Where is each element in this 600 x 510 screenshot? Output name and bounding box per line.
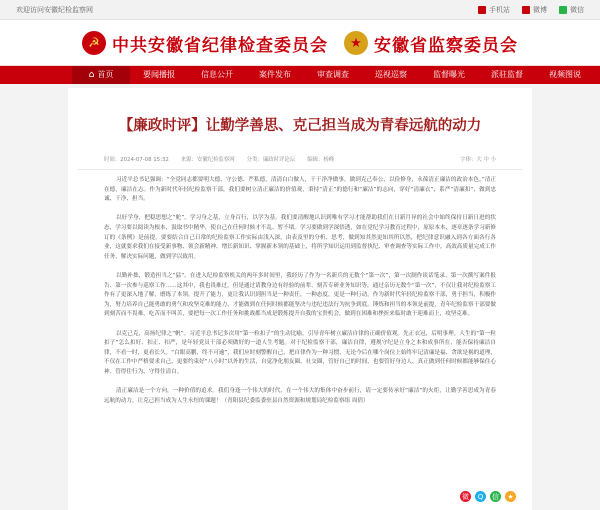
welcome-text: 欢迎访问安徽纪检监察网 [16,5,93,14]
article-title: 【廉政时评】让勤学善思、克己担当成为青春远航的动力 [118,117,482,134]
meta-source: 来源：安徽纪检监察网 [180,157,235,163]
mobile-site-link[interactable] [478,5,510,15]
paragraph: 习近平总书记强调：“全党同志都要明大德、守公德、严私德，清清白白做人，干干净净做事，做到克己奉公、以俭修身，永葆清正廉洁的政治本色。”清正在德，廉洁在志。作为新时代年轻纪检监察干部，我们要树立清正廉洁的价值观，秉持“清正”的德行和“廉洁”的志向，穿好“清廉衣”，系严“清廉扣”，做到忠诚、干净、担当。 [104,177,496,203]
meta-category: 分类：廉政时评论坛 [246,157,296,163]
weibo-link[interactable] [522,5,547,15]
supervision-brand[interactable] [344,31,518,56]
nav-cases[interactable]: 案件发布 [259,70,291,79]
wechat-label: 微信 [570,5,584,14]
nav-video[interactable]: 视频图说 [549,70,581,79]
wechat-link[interactable] [559,5,584,15]
nav-inspection[interactable]: 巡视巡察 [375,70,407,79]
article-meta [78,155,522,170]
paragraph: 以勤补拙，锻造担当之“猛”。在进入纪检监察机关的两年多时间里，我经历了作为一名新兵的无数个“第一次”，第一次制作谈话笔录、第一次撰写案件报告、第一次参与巡察工作……这其中，我也畏难过，但是通过请教身边有经验的前辈、刻苦专研业务知识等，通过亲历无数个“第一次”，不仅让我对纪检监察工作有了更深入地了解，磨练了本领，提升了能力，更让我认识到担当是一种责任，一种态度，更是一种行动。作为新时代年轻纪检监察干部，勇于担当，积极作为，努力培养自己能勇敢的勇气和攻坚克难的能力，才能做到在任何时候都能坚决与违纪违法行为抗争到底。锤炼和担当的本领是前提，青年纪检监察干部要做到刻苦而不畏难，吃苦而不叫苦，要把每一次工作任务和挑战都当成是锻炼提升自我的宝贵机会，做到在困难和挫折来临时敢于迎难而上，攻坚克难。 [104,272,496,318]
qzone-share-icon[interactable]: ★ [505,491,516,502]
meta-editor: 编辑：杨峰 [307,157,335,163]
weibo-label: 微博 [533,5,547,14]
top-tools [478,5,584,15]
nav-stationed[interactable]: 派驻监督 [491,70,523,79]
party-emblem-icon: ☭ [82,31,106,55]
phone-icon [478,6,486,14]
article-body [78,170,522,406]
paragraph: 清正廉洁是一个方向，一种价值的追求。我们身逢一个伟大的时代，在一个伟大的集体中奋步前行，请一定要传承好“廉洁”的火炬，让勤学善思成为青春远航的动力，让克己担当成为人生永恒的课题！（青阳县纪委监委驻县自然资源和规划局纪检监察组 周倩） [104,388,496,404]
site-header [0,20,600,66]
main-nav [0,66,600,84]
weibo-share-icon[interactable]: 微 [462,492,469,501]
national-emblem-icon: ★ [344,31,368,55]
header-right-title: 安徽省监察委员会 [374,35,518,56]
qq-share-icon[interactable]: Q [475,491,486,502]
nav-exposure[interactable]: 监督曝光 [433,70,465,79]
nav-home[interactable] [72,66,130,84]
mobile-site-label: 手机站 [489,5,510,14]
cpc-discipline-brand[interactable] [82,31,328,56]
share-bar [460,491,516,502]
weibo-icon [522,6,530,14]
wechat-icon [559,6,567,14]
meta-time: 时间：2024-07-08 15:32 [104,157,169,163]
article-container [68,88,532,510]
header-left-title: 中共安徽省纪律检查委员会 [112,35,328,56]
nav-investigation[interactable]: 审查调查 [317,70,349,79]
home-icon: ⌂ [88,70,95,80]
wechat-share-icon[interactable]: 信 [492,492,499,501]
nav-news[interactable]: 要闻播报 [143,70,175,79]
top-utility-bar [0,0,600,20]
paragraph: 以好学身，把稳思想之“舵”。学习身之基，立身百行，以学为基。我们要清醒地认识到唯有学习才能帮助我们在日新月异的社会中始终保持日新日进的状态，学习要以阅读为根本，汲取书中精华，使自己在任何时候才不乱、暂不堵。学习要做到学深悟透，如在党纪学习教育过程中，原原本本、逐章逐条学习新修订的《条例》是前提，要要结合自己日常的纪检监察工作实际由浅入深，由表及里的分析、思考，做到知其然更知其所以然，把纪律意识融入到各方面各行各业，这就要求我们在接受新事物、领会新精神、增长新知识、掌握新本领的基础上，将所学知识运用到监督执纪、审查调查等实际工作中，高效高质量完成工作任务，解决实际问题，做到学以致用。 [104,215,496,260]
nav-info[interactable]: 信息公开 [201,70,233,79]
paragraph: 以克己克，高扬纪律之“帆”。习近平总书记多次用“第一粒扣子”的生动比喻，引导青年树立廉洁自律的正确价值观。先正衣冠，后明事理。人生的“第一粒扣子”怎么扣好、扣正、扣严，是年轻党员干部必须做好的一道人生考题。对于纪检监察干部，廉洁自律，遵规守纪是立身之本和成事所在，能否保持廉洁自律，不看一时，更看长久。“白眼高鹏，终不可逾”，我们应时刻警醒自己，把自律作为一种习惯，无论今后在哪个岗位上始终牢记清廉是福、贪欲是祸的道理，不仅在工作中严格要求自己，更要约束好“八小时”以外的生活，自觉净化朋友圈、社交圈，管好自己的时间，也要管好身边人，真正做到任何时候都能够保住心神、管得住行为、守得住清白。 [104,330,496,375]
font-size-toggle[interactable]: 字体：大 中 小 [460,157,496,163]
nav-home-label: 首页 [97,70,114,79]
